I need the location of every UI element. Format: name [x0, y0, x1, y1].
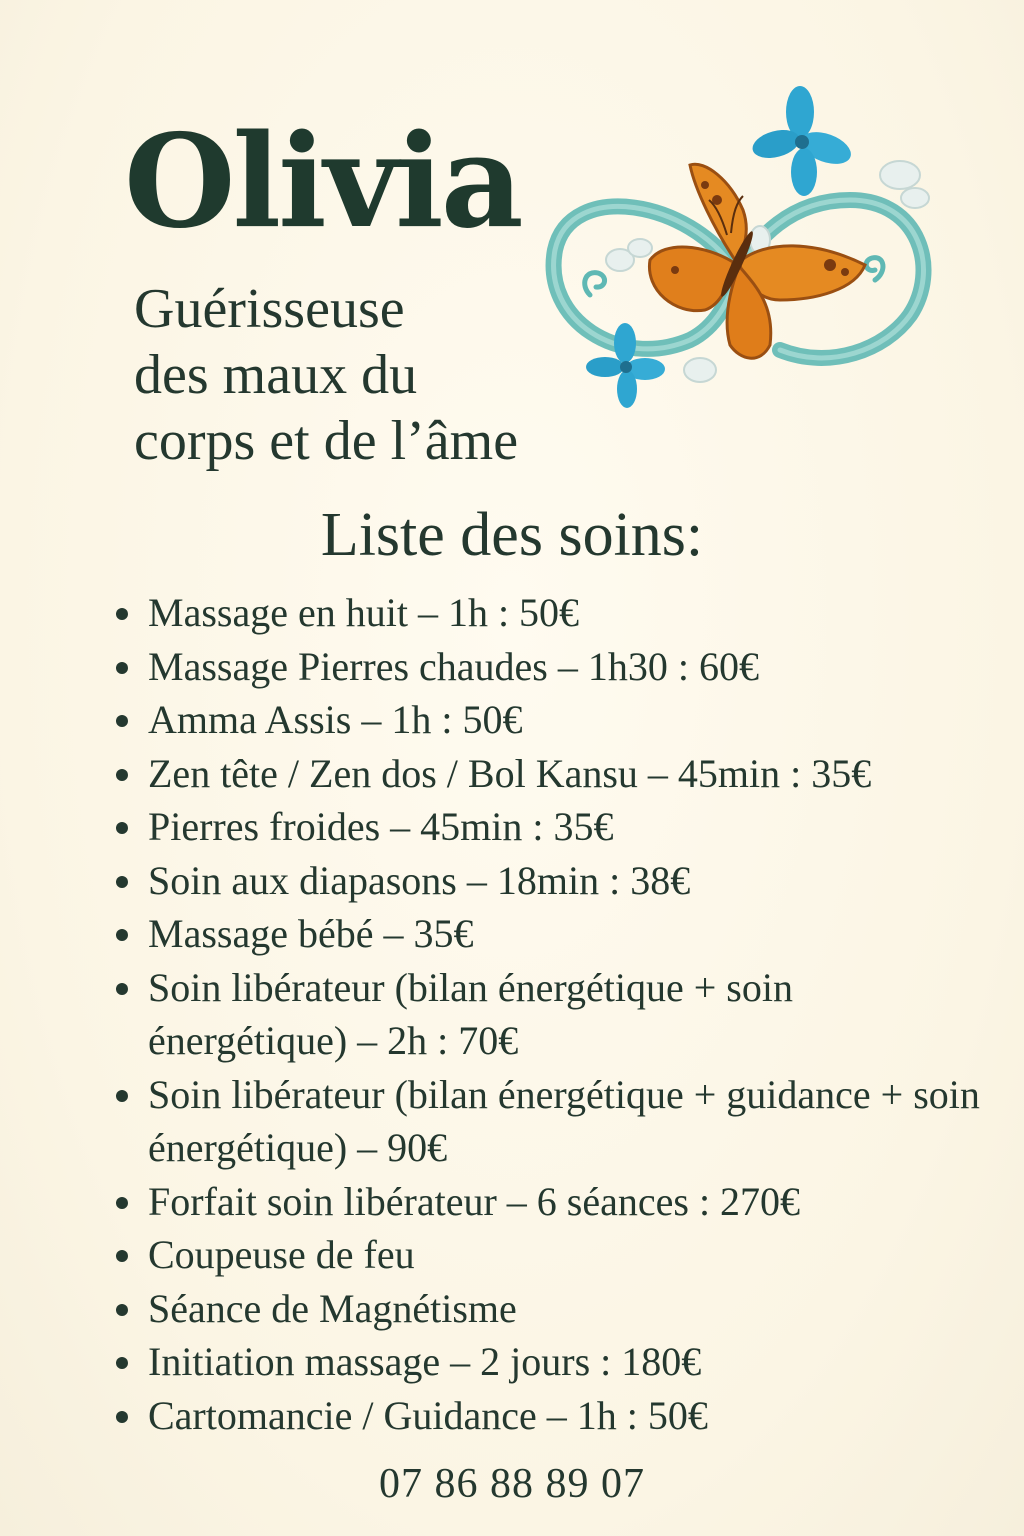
- butterfly-infinity-icon: [530, 80, 950, 420]
- tagline-line: des maux du: [134, 344, 418, 406]
- service-item: Massage bébé – 35€: [112, 907, 992, 961]
- service-item: Massage Pierres chaudes – 1h30 : 60€: [112, 640, 992, 694]
- service-item: Forfait soin libérateur – 6 séances : 270€: [112, 1175, 992, 1229]
- service-item: Soin aux diapasons – 18min : 38€: [112, 854, 992, 908]
- service-item: Pierres froides – 45min : 35€: [112, 800, 992, 854]
- service-item: Zen tête / Zen dos / Bol Kansu – 45min : 35€: [112, 747, 992, 801]
- blue-flower-icon: [749, 86, 855, 196]
- tagline: [134, 276, 518, 474]
- tagline-line: corps et de l’âme: [134, 410, 519, 472]
- service-item: Massage en huit – 1h : 50€: [112, 586, 992, 640]
- services-list: [112, 586, 992, 1442]
- phone-number: 07 86 88 89 07: [379, 1461, 645, 1507]
- service-item: Cartomancie / Guidance – 1h : 50€: [112, 1389, 992, 1443]
- service-item: Soin libérateur (bilan énergétique + soin énergétique) – 2h : 70€: [112, 961, 992, 1068]
- service-item: Coupeuse de feu: [112, 1228, 992, 1282]
- services-title: Liste des soins:: [320, 501, 704, 569]
- practitioner-name: Olivia: [124, 107, 521, 257]
- service-item: Amma Assis – 1h : 50€: [112, 693, 992, 747]
- service-item: Séance de Magnétisme: [112, 1282, 992, 1336]
- service-item: Initiation massage – 2 jours : 180€: [112, 1335, 992, 1389]
- tagline-line: Guérisseuse: [134, 278, 405, 340]
- service-item: Soin libérateur (bilan énergétique + guidance + soin énergétique) – 90€: [112, 1068, 992, 1175]
